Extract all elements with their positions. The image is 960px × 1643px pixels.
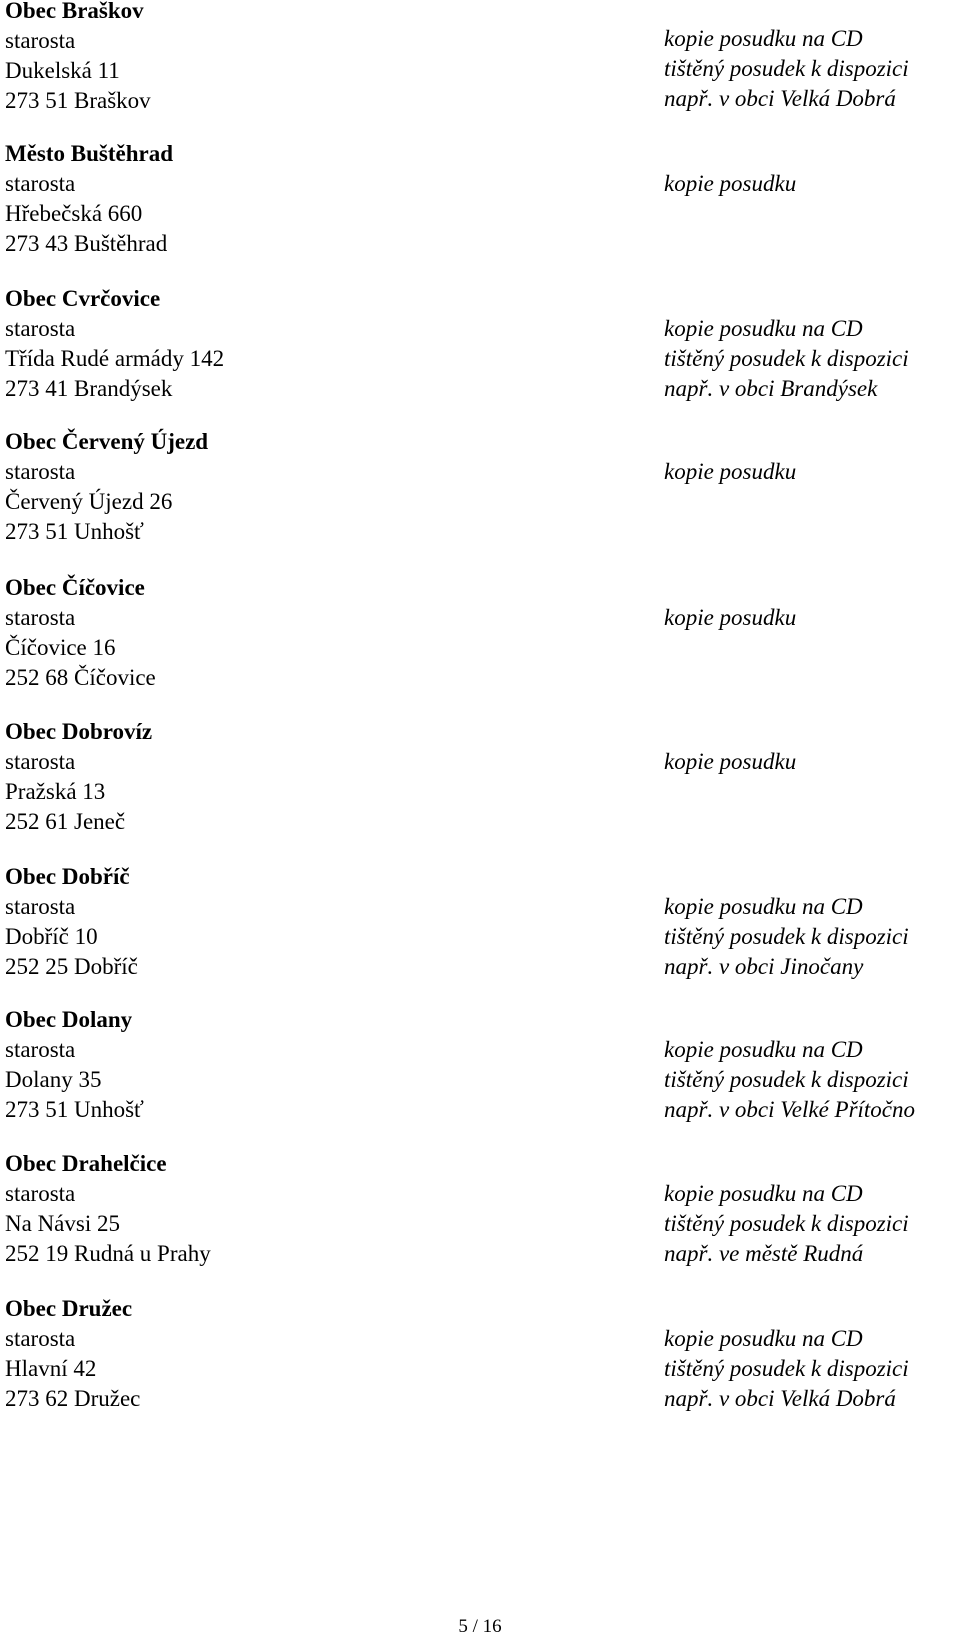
recipient-role: starosta <box>5 894 76 919</box>
delivery-info <box>664 457 960 487</box>
recipient-role: starosta <box>5 316 76 341</box>
delivery-note: např. v obci Brandýsek <box>664 376 878 401</box>
recipient-role: starosta <box>5 171 76 196</box>
delivery-line: tištěný posudek k dispozici <box>664 1067 909 1092</box>
delivery-line: kopie posudku <box>664 749 797 774</box>
delivery-info <box>664 1035 960 1125</box>
recipient-city: 273 62 Družec <box>5 1386 141 1411</box>
recipient-address <box>5 0 605 116</box>
delivery-info <box>664 1324 960 1414</box>
delivery-info <box>664 24 960 114</box>
recipient-name: Obec Cvrčovice <box>5 286 161 311</box>
recipient-name: Obec Červený Újezd <box>5 429 209 454</box>
delivery-line: kopie posudku na CD <box>664 894 863 919</box>
delivery-info <box>664 747 960 777</box>
delivery-info <box>664 892 960 982</box>
delivery-line: kopie posudku na CD <box>664 316 863 341</box>
recipient-role: starosta <box>5 459 76 484</box>
recipient-street: Na Návsi 25 <box>5 1211 120 1236</box>
recipient-name: Obec Dolany <box>5 1007 133 1032</box>
recipient-role: starosta <box>5 749 76 774</box>
recipient-city: 273 51 Unhošť <box>5 1097 144 1122</box>
recipient-city: 252 25 Dobříč <box>5 954 138 979</box>
delivery-info <box>664 314 960 404</box>
recipient-address <box>5 1149 605 1269</box>
recipient-city: 252 19 Rudná u Prahy <box>5 1241 211 1266</box>
recipient-address <box>5 717 605 837</box>
recipient-city: 273 41 Brandýsek <box>5 376 173 401</box>
delivery-line: tištěný posudek k dispozici <box>664 56 909 81</box>
recipient-street: Dolany 35 <box>5 1067 102 1092</box>
recipient-name: Obec Dobrovíz <box>5 719 153 744</box>
recipient-name: Obec Braškov <box>5 0 144 23</box>
delivery-line: kopie posudku na CD <box>664 26 863 51</box>
recipient-street: Červený Újezd 26 <box>5 489 173 514</box>
delivery-note: např. v obci Jinočany <box>664 954 864 979</box>
delivery-line: tištěný posudek k dispozici <box>664 346 909 371</box>
delivery-info <box>664 1179 960 1269</box>
recipient-address <box>5 573 605 693</box>
delivery-note: např. v obci Velká Dobrá <box>664 1386 896 1411</box>
delivery-info <box>664 603 960 633</box>
recipient-name: Obec Dobříč <box>5 864 130 889</box>
delivery-info <box>664 169 960 199</box>
recipient-city: 273 43 Buštěhrad <box>5 231 168 256</box>
delivery-line: kopie posudku na CD <box>664 1181 863 1206</box>
recipient-role: starosta <box>5 605 76 630</box>
delivery-note: např. v obci Velká Dobrá <box>664 86 896 111</box>
delivery-line: kopie posudku <box>664 605 797 630</box>
recipient-name: Obec Družec <box>5 1296 133 1321</box>
recipient-address <box>5 139 605 259</box>
recipient-street: Dukelská 11 <box>5 58 120 83</box>
recipient-address <box>5 862 605 982</box>
delivery-line: tištěný posudek k dispozici <box>664 1211 909 1236</box>
recipient-street: Číčovice 16 <box>5 635 116 660</box>
recipient-role: starosta <box>5 1326 76 1351</box>
recipient-street: Hřebečská 660 <box>5 201 143 226</box>
recipient-address <box>5 1294 605 1414</box>
recipient-address <box>5 284 605 404</box>
recipient-city: 252 61 Jeneč <box>5 809 126 834</box>
recipient-city: 252 68 Číčovice <box>5 665 156 690</box>
recipient-role: starosta <box>5 1037 76 1062</box>
delivery-line: kopie posudku <box>664 171 797 196</box>
delivery-line: kopie posudku na CD <box>664 1326 863 1351</box>
recipient-address <box>5 427 605 547</box>
delivery-line: tištěný posudek k dispozici <box>664 924 909 949</box>
recipient-role: starosta <box>5 1181 76 1206</box>
recipient-city: 273 51 Unhošť <box>5 519 144 544</box>
recipient-address <box>5 1005 605 1125</box>
delivery-note: např. v obci Velké Přítočno <box>664 1097 916 1122</box>
recipient-street: Třída Rudé armády 142 <box>5 346 225 371</box>
recipient-street: Pražská 13 <box>5 779 106 804</box>
recipient-city: 273 51 Braškov <box>5 88 151 113</box>
recipient-name: Obec Číčovice <box>5 575 145 600</box>
delivery-line: kopie posudku na CD <box>664 1037 863 1062</box>
page-number: 5 / 16 <box>458 1616 502 1637</box>
recipient-role: starosta <box>5 28 76 53</box>
delivery-line: tištěný posudek k dispozici <box>664 1356 909 1381</box>
recipient-street: Dobříč 10 <box>5 924 98 949</box>
delivery-note: např. ve městě Rudná <box>664 1241 864 1266</box>
recipient-name: Obec Drahelčice <box>5 1151 167 1176</box>
delivery-line: kopie posudku <box>664 459 797 484</box>
recipient-name: Město Buštěhrad <box>5 141 174 166</box>
recipient-street: Hlavní 42 <box>5 1356 97 1381</box>
